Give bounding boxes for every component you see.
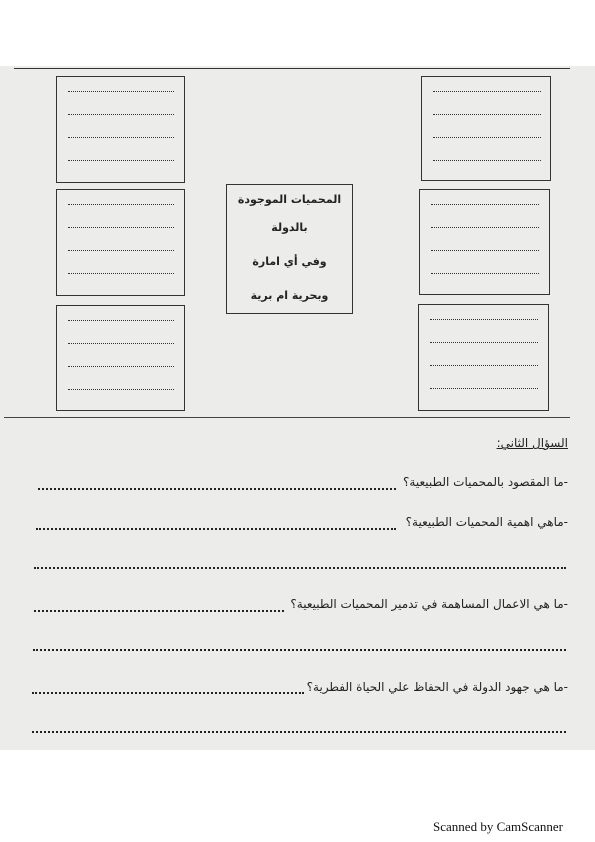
answer-box-right-3	[418, 304, 549, 411]
answer-line	[430, 319, 538, 320]
answer-dots	[38, 488, 396, 490]
answer-box-left-2	[56, 189, 185, 296]
question-2-item-1: -ما المقصود بالمحميات الطبيعية؟	[403, 475, 568, 489]
answer-line	[68, 366, 174, 367]
prompt-line-3: وفي أي امارة	[252, 255, 327, 268]
prompt-line-1: المحميات الموجودة	[237, 193, 342, 206]
answer-box-right-1	[421, 76, 551, 181]
answer-line	[433, 137, 541, 138]
answer-line	[68, 389, 174, 390]
question-2-item-2: -ماهي اهمية المحميات الطبيعية؟	[405, 515, 568, 529]
answer-line	[431, 204, 539, 205]
answer-line	[68, 114, 174, 115]
answer-dots	[33, 649, 566, 651]
section-divider	[4, 417, 570, 418]
prompt-line-2: بالدولة	[271, 221, 308, 234]
answer-line	[431, 227, 539, 228]
answer-line	[433, 160, 541, 161]
answer-dots	[34, 567, 566, 569]
scanner-watermark: Scanned by CamScanner	[433, 819, 563, 834]
top-rule	[14, 68, 570, 69]
answer-dots	[32, 731, 566, 733]
answer-line	[433, 114, 541, 115]
answer-line	[433, 91, 541, 92]
question-2-item-4: -ما هي جهود الدولة في الحفاظ علي الحياة الفطرية؟	[306, 680, 568, 694]
answer-line	[68, 91, 174, 92]
answer-box-left-1	[56, 76, 185, 183]
answer-line	[68, 273, 174, 274]
answer-box-left-3	[56, 305, 185, 411]
answer-dots	[36, 528, 396, 530]
answer-box-right-2	[419, 189, 550, 295]
answer-line	[68, 320, 174, 321]
answer-line	[430, 388, 538, 389]
answer-line	[431, 273, 539, 274]
answer-line	[68, 227, 174, 228]
answer-line	[68, 250, 174, 251]
center-prompt-box	[226, 184, 353, 314]
answer-dots	[32, 692, 304, 694]
question-2-item-3: -ما هي الاعمال المساهمة في تدمير المحميات الطبيعية؟	[290, 597, 568, 611]
question-2-title: السؤال الثاني:	[496, 436, 568, 450]
answer-line	[68, 137, 174, 138]
answer-line	[68, 204, 174, 205]
answer-line	[430, 365, 538, 366]
answer-line	[68, 160, 174, 161]
answer-line	[431, 250, 539, 251]
prompt-line-4: وبحرية ام برية	[250, 289, 329, 302]
answer-line	[430, 342, 538, 343]
answer-line	[68, 343, 174, 344]
answer-dots	[34, 610, 284, 612]
